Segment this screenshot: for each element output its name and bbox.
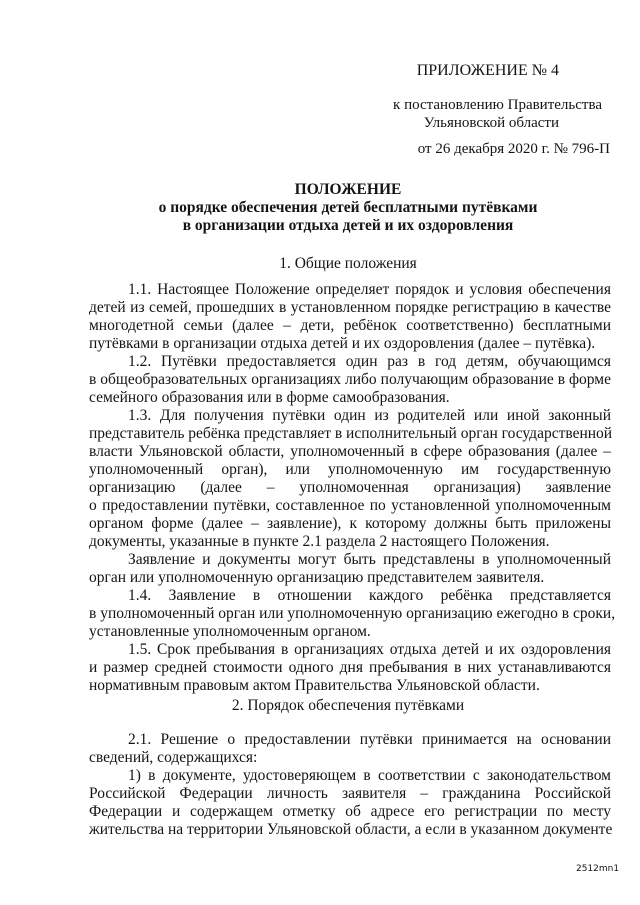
reference-date: от 26 декабря 2020 г. № 796-П xyxy=(417,141,610,157)
paragraph-line: 1.3. Для получения путёвки один из родителей или иной законный xyxy=(128,407,611,424)
paragraph-line: многодетной семьи (далее – дети, ребёнок соответственно) бесплатными xyxy=(89,317,611,334)
paragraph-line: представитель ребёнка представляет в исполнительный орган государственной xyxy=(89,425,613,442)
reference-line-1: к постановлению Правительства xyxy=(393,97,602,113)
paragraph-line: Федерации и содержащем отметку об адресе его регистрации по месту xyxy=(89,803,611,820)
appendix-label: ПРИЛОЖЕНИЕ № 4 xyxy=(416,62,559,79)
paragraph-line: 1.2. Путёвки предоставляется один раз в год детям, обучающимся xyxy=(128,353,611,370)
paragraph-line: и размер средней стоимости одного дня пребывания в них устанавливаются xyxy=(89,659,611,676)
paragraph-line: путёвками в организации отдыха детей и их оздоровления (далее – путёвка). xyxy=(89,335,596,352)
paragraph-line: о предоставлении путёвки, составленное по установленной уполномоченным xyxy=(89,497,611,514)
paragraph-line: уполномоченный орган), или уполномоченную им государственную xyxy=(89,461,611,478)
paragraph-line: сведений, содержащихся: xyxy=(89,749,258,766)
document-subtitle-2: в организации отдыха детей и их оздоровления xyxy=(182,217,514,234)
paragraph-line: в уполномоченный орган или уполномоченную организацию ежегодно в сроки, xyxy=(89,605,616,622)
paragraph-line: установленные уполномоченным органом. xyxy=(89,623,371,640)
paragraph-line: нормативным правовым актом Правительства Ульяновской области. xyxy=(89,677,540,694)
paragraph-line: власти Ульяновской области, уполномоченный в сфере образования (далее – xyxy=(89,443,611,460)
paragraph-line: Российской Федерации личность заявителя – гражданина Российской xyxy=(89,785,611,802)
paragraph-line: 1.1. Настоящее Положение определяет порядок и условия обеспечения xyxy=(128,281,611,298)
paragraph-line: Заявление и документы могут быть представлены в уполномоченный xyxy=(128,551,611,568)
paragraph-line: семейного образования или в форме самообразования. xyxy=(89,389,450,406)
paragraph-line: орган или уполномоченную организацию представителем заявителя. xyxy=(89,569,545,586)
paragraph-line: органом форме (далее – заявление), к которому должны быть приложены xyxy=(89,515,611,532)
paragraph-line: 1.5. Срок пребывания в организациях отдыха детей и их оздоровления xyxy=(128,641,611,658)
paragraph-line: 1.4. Заявление в отношении каждого ребёнка представляется xyxy=(128,587,611,604)
section-2-heading: 2. Порядок обеспечения путёвками xyxy=(231,697,465,714)
reference-line-2: Ульяновской области xyxy=(423,115,559,131)
paragraph-line: документы, указанные в пункте 2.1 раздела 2 настоящего Положения. xyxy=(89,533,550,550)
paragraph-line: 1) в документе, удостоверяющем в соответствии с законодательством xyxy=(128,767,611,784)
document-code: 2512mn1 xyxy=(576,864,620,874)
paragraph-line: 2.1. Решение о предоставлении путёвки принимается на основании xyxy=(128,731,611,748)
document-title: ПОЛОЖЕНИЕ xyxy=(294,181,402,198)
paragraph-line: организацию (далее – уполномоченная организация) заявление xyxy=(89,479,611,496)
paragraph-line: жительства на территории Ульяновской области, а если в указанном документе xyxy=(89,821,613,838)
paragraph-line: в общеобразовательных организациях либо получающим образование в форме xyxy=(89,371,611,388)
paragraph-line: детей из семей, прошедших в установленном порядке регистрацию в качестве xyxy=(89,299,611,316)
section-1-heading: 1. Общие положения xyxy=(279,255,417,272)
document-subtitle-1: о порядке обеспечения детей бесплатными путёвками xyxy=(158,199,538,216)
